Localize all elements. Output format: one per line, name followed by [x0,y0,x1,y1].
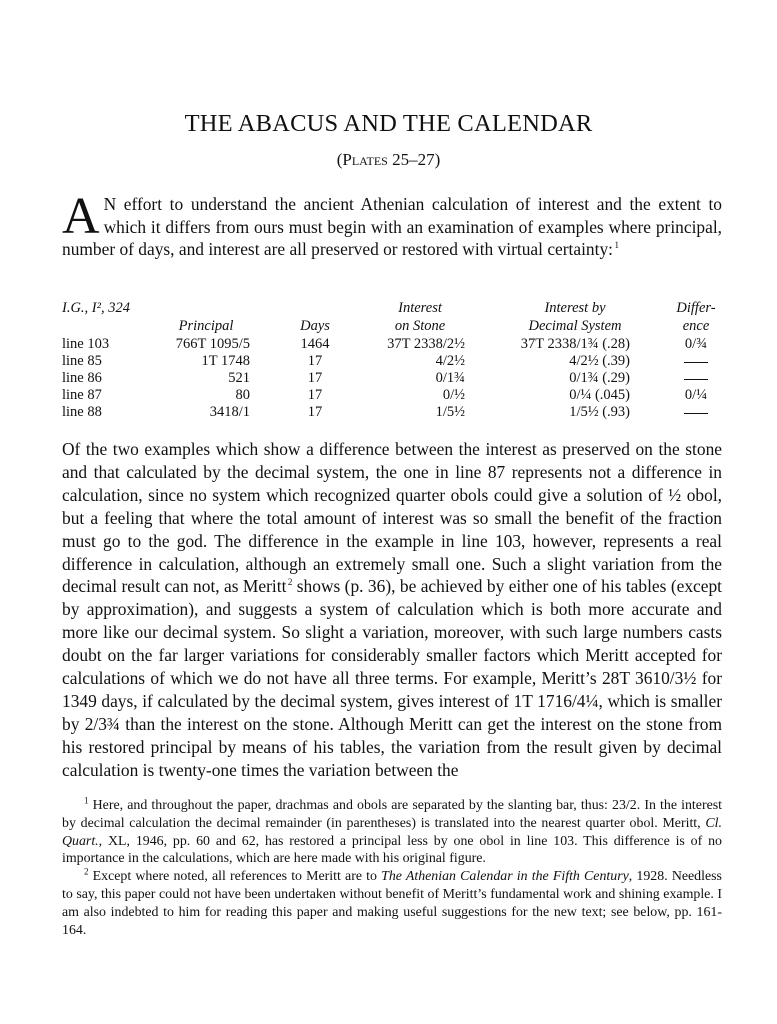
footnotes [62,797,722,939]
row-decimal-interest: 0/¼ (.045) [569,387,630,403]
footnote-2-text: Except where noted, all references to Meritt are to [92,869,377,885]
header-principal: Principal [178,318,234,334]
row-days: 1464 [300,336,330,352]
intro-text: N effort to understand the ancient Athenian calculation of interest and the extent to which it differs from ours must begin with an examination of examples where principal, number of days, and interest are all preserved or restored with virtual certainty: [62,194,722,260]
drop-cap: A [62,188,100,245]
row-decimal-interest: 4/2½ (.39) [569,353,630,369]
no-difference-dash [684,379,708,380]
footnote-2-mark: 2 [84,866,89,877]
book-title: The Athenian Calendar in the Fifth Century [381,869,629,885]
journal-title: Cl. Quart. [62,815,722,849]
table-source-label: I.G., I², 324 [62,300,130,316]
row-days: 17 [307,353,323,369]
footnote-ref-2[interactable]: 2 [287,577,293,588]
row-decimal-interest: 37T 2338/1¾ (.28) [520,336,630,352]
page-title: THE ABACUS AND THE CALENDAR [184,110,593,137]
row-principal: 766T 1095/5 [175,336,250,352]
body-text-part-2: shows (p. 36), be achieved by either one of his tables (except by approximation), and suggests a system of calculation which is both more accurate and more like our decimal system. So slight a variation, moreover, with such large numbers casts doubt on the far larger variations for considerably smaller factors which Meritt accepted for calculations of which we do not have all three terms. For example, Meritt’s 28T 3610/3½ for 1349 days, if calculated by the decimal system, gives interest of 1T 1716/4¼, which is smaller by 2/3¾ than the interest on the stone. Although Meritt can get the interest on the stone from his restored principal by means of his tables, the variation from the result given by decimal calculation is twenty-one times the variation between the [62,576,722,780]
row-stone-interest: 0/1¾ [435,370,465,386]
row-stone-interest: 1/5½ [435,404,465,420]
footnote-1-mark: 1 [84,795,89,806]
no-difference-dash [684,362,708,363]
body-paragraph [62,438,722,782]
row-principal: 1T 1748 [201,353,250,369]
header-days: Days [300,318,330,334]
row-line: line 85 [62,353,102,369]
row-days: 17 [307,404,323,420]
body-text-part-1: Of the two examples which show a difference between the interest as preserved on the stone and that calculated by the decimal system, the one in line 87 represents not a difference in calculation, since no system which recognized quarter obols could give a solution of ½ obol, but a feeling that where the total amount of interest was so small the benefit of the fraction must go to the god. The difference in the example in line 103, however, represents a real difference in calculation, although an extremely small one. Such a slight variation from the decimal result can not, as Meritt [62,439,722,597]
header-interest-decimal-1: Interest by [544,300,606,316]
header-interest-stone-1: Interest [398,300,442,316]
row-stone-interest: 0/½ [442,387,465,403]
header-difference-1: Differ- [676,300,716,316]
row-stone-interest: 4/2½ [435,353,465,369]
row-line: line 86 [62,370,102,386]
row-line: line 103 [62,336,110,352]
row-days: 17 [307,387,323,403]
row-line: line 88 [62,404,102,420]
footnote-1-text: Here, and throughout the paper, drachmas and obols are separated by the slanting bar, thus: 23/2. In the interest by decimal calculation the decimal remainder (in parentheses) is translated into the nearest quarter obol. Meritt, [62,798,722,831]
row-principal: 521 [228,370,250,386]
header-interest-stone-2: on Stone [394,318,446,334]
row-stone-interest: 37T 2338/2½ [387,336,465,352]
plates-subtitle: (Plates 25–27) [336,150,441,169]
footnote-2 [62,868,722,939]
row-line: line 87 [62,387,102,403]
row-decimal-interest: 1/5½ (.93) [569,404,630,420]
row-principal: 3418/1 [209,404,250,420]
no-difference-dash [684,413,708,414]
footnote-1 [62,797,722,868]
footnote-1-text-cont: , XL, 1946, pp. 60 and 62, has restored a principal less by one obol in line 103. This difference is of no importance in the calculations, which are here made with his original figure. [62,833,722,867]
footnote-ref-1[interactable]: 1 [614,240,619,251]
intro-paragraph [62,188,722,261]
row-days: 17 [307,370,323,386]
row-difference: 0/¼ [684,387,708,403]
row-difference: 0/¾ [684,336,708,352]
row-principal: 80 [235,387,250,403]
header-difference-2: ence [682,318,710,334]
header-interest-decimal-2: Decimal System [528,318,622,334]
footnote-2-text-cont: , 1928. Needless to say, this paper could not have been undertaken without benefit of Meritt’s fundamental work and shining example. I am also indebted to him for reading this paper and making useful suggestions for the new text; see below, pp. 161-164. [62,869,722,938]
row-decimal-interest: 0/1¾ (.29) [569,370,630,386]
